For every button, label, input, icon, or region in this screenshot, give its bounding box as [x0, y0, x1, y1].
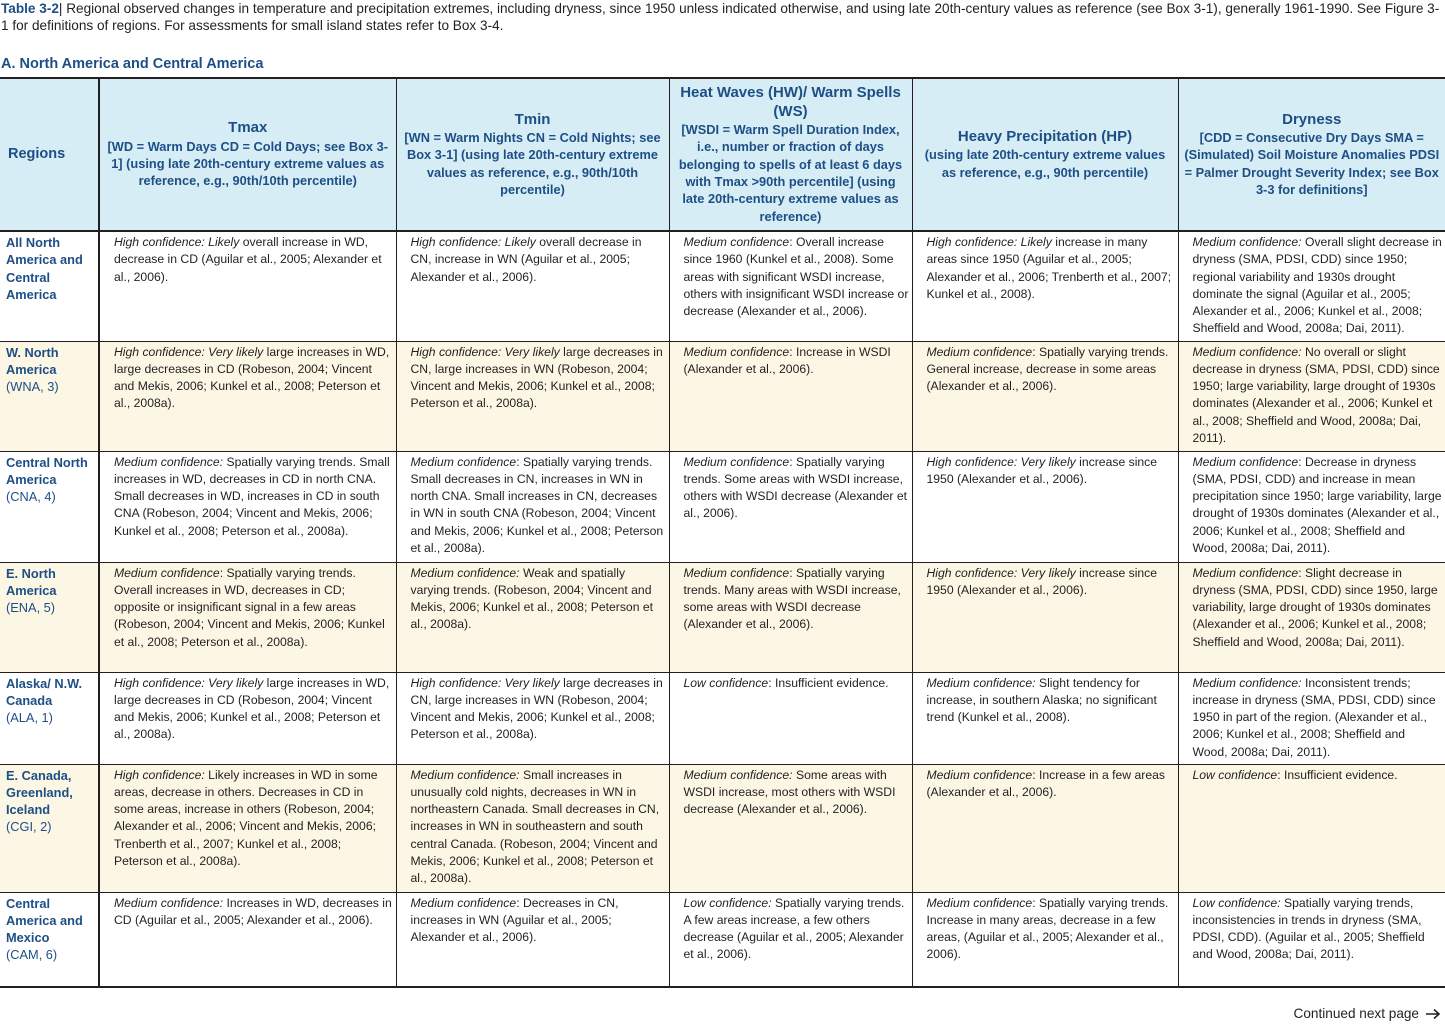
header-tmin-sub: [WN = Warm Nights CN = Cold Nights; see Box 3-1] (using late 20th-century extreme values as reference, e.g., 90th/10th percentile): [404, 130, 661, 198]
header-tmax-sub: [WD = Warm Days CD = Cold Days; see Box 3-1] (using late 20th-century extreme values as reference, e.g., 90th/10th percentile): [107, 138, 388, 189]
header-heavy-precip-title: Heavy Precipitation (HP): [957, 127, 1133, 145]
region-cell: Central North America (CNA, 4): [0, 451, 99, 562]
header-tmin-title: Tmin: [514, 110, 551, 128]
dryness-cell: Medium confidence: No overall or slight decrease in dryness (SMA, PDSI, CDD) since 1950; large variability, large drought of 1930s dominates (Alexander et al., 2006; Kunkel et al., 2008; Sheffield and Wood, 2008a; Dai, 2011).: [1178, 341, 1445, 451]
header-heatwaves-title: Heat Waves (HW)/ Warm Spells (WS): [680, 84, 901, 120]
caption-text: | Regional observed changes in temperature and precipitation extremes, including dryness, since 1950 unless indicated otherwise, and using late 20th-century values as reference (see Box 3-1), generally 1961-1990. See Figure 3-1 for definitions of regions. For assessments for small island states refer to Box 3-4.: [1, 1, 1440, 34]
dryness-cell: Medium confidence: Overall slight decrease in dryness (SMA, PDSI, CDD) since 1950; regional variability and 1930s drought dominate the signal (Aguilar et al., 2005; Alexander et al., 2006; Kunkel et al., 2008; Sheffield and Wood, 2008a; Dai, 2011).: [1178, 231, 1445, 341]
region-cell: E. North America (ENA, 5): [0, 562, 99, 672]
region-cell: W. North America (WNA, 3): [0, 341, 99, 451]
header-tmax-title: Tmax: [228, 119, 268, 137]
tmin-cell: High confidence: Likely overall decrease in CN, increase in WN (Aguilar et al., 2005; Alexander et al., 2006).: [396, 231, 669, 341]
dryness-cell: Low confidence: Insufficient evidence.: [1178, 764, 1445, 892]
header-row: [0, 78, 1445, 231]
tmax-cell: High confidence: Likely increases in WD in some areas, decrease in others. Decreases in CD in some areas, increase in others (Robeson, 2004; Alexander et al., 2006; Vincent and Mekis, 2006; Trenberth et al., 2007; Kunkel et al., 2008; Peterson et al., 2008a).: [99, 764, 396, 892]
tmax-cell: High confidence: Very likely large increases in WD, large decreases in CD (Robeson, 2004; Vincent and Mekis, 2006; Kunkel et al., 2008; Peterson et al., 2008a).: [99, 672, 396, 764]
heatwave-cell: Medium confidence: Increase in WSDI (Alexander et al., 2006).: [669, 341, 912, 451]
tmax-cell: Medium confidence: Spatially varying trends. Overall increases in WD, decreases in CD; opposite or insignificant signal in a few areas (Robeson, 2004; Vincent and Mekis, 2006; Kunkel et al., 2008; Peterson et al., 2008a).: [99, 562, 396, 672]
heatwave-cell: Low confidence: Insufficient evidence.: [669, 672, 912, 764]
continued-label: Continued next page: [1293, 1006, 1419, 1021]
extremes-table: [0, 77, 1445, 988]
heavy-precip-cell: High confidence: Likely increase in many areas since 1950 (Aguilar et al., 2005; Alexander et al., 2006; Trenberth et al., 2007; Kunkel et al., 2008).: [912, 231, 1178, 341]
region-cell: Alaska/ N.W. Canada (ALA, 1): [0, 672, 99, 764]
heavy-precip-cell: High confidence: Very likely increase since 1950 (Alexander et al., 2006).: [912, 451, 1178, 562]
dryness-cell: Medium confidence: Decrease in dryness (SMA, PDSI, CDD) and increase in mean precipitation since 1950; large variability, large drought of 1930s dominates (Alexander et al., 2006; Kunkel et al., 2008; Sheffield and Wood, 2008a; Dai, 2011).: [1178, 451, 1445, 562]
tmax-cell: Medium confidence: Increases in WD, decreases in CD (Aguilar et al., 2005; Alexander et al., 2006).: [99, 892, 396, 987]
heatwave-cell: Medium confidence: Spatially varying trends. Some areas with WSDI increase, others with WSDI decrease (Alexander et al., 2006).: [669, 451, 912, 562]
continued-next-page: [1294, 1006, 1441, 1021]
header-dryness-title: Dryness: [1282, 110, 1342, 128]
arrow-right-icon: [1425, 1008, 1441, 1020]
dryness-cell: Low confidence: Spatially varying trends, inconsistencies in trends in dryness (SMA, PDSI, CDD). (Aguilar et al., 2005; Sheffield and Wood, 2008a; Dai, 2011).: [1178, 892, 1445, 987]
header-tmin: [396, 78, 669, 231]
tmin-cell: High confidence: Very likely large decreases in CN, large increases in WN (Robeson, 2004; Vincent and Mekis, 2006; Kunkel et al., 2008; Peterson et al., 2008a).: [396, 672, 669, 764]
table-row: [0, 764, 1445, 892]
tmin-cell: High confidence: Very likely large decreases in CN, large increases in WN (Robeson, 2004; Vincent and Mekis, 2006; Kunkel et al., 2008; Peterson et al., 2008a).: [396, 341, 669, 451]
table-label: Table 3-2: [1, 1, 59, 16]
table-caption: [1, 0, 1441, 35]
header-dryness: [1178, 78, 1445, 231]
region-cell: Central America and Mexico (CAM, 6): [0, 892, 99, 987]
dryness-cell: Medium confidence: Inconsistent trends; increase in dryness (SMA, PDSI, CDD) since 1950 in part of the region. (Alexander et al., 2006; Kunkel et al., 2008; Sheffield and Wood, 2008a; Dai, 2011).: [1178, 672, 1445, 764]
section-title: A. North America and Central America: [1, 56, 264, 72]
tmax-cell: High confidence: Likely overall increase in WD, decrease in CD (Aguilar et al., 2005; Alexander et al., 2006).: [99, 231, 396, 341]
heavy-precip-cell: Medium confidence: Slight tendency for increase, in southern Alaska; no significant trend (Kunkel et al., 2008).: [912, 672, 1178, 764]
tmin-cell: Medium confidence: Decreases in CN, increases in WN (Aguilar et al., 2005; Alexander et al., 2006).: [396, 892, 669, 987]
tmax-cell: High confidence: Very likely large increases in WD, large decreases in CD (Robeson, 2004; Vincent and Mekis, 2006; Kunkel et al., 2008; Peterson et al., 2008a).: [99, 341, 396, 451]
dryness-cell: Medium confidence: Slight decrease in dryness (SMA, PDSI, CDD) since 1950, large variability, large drought of 1930s dominates (Alexander et al., 2006; Kunkel et al., 2008; Sheffield and Wood, 2008a; Dai, 2011).: [1178, 562, 1445, 672]
header-heatwaves-sub: [WSDI = Warm Spell Duration Index, i.e., number or fraction of days belonging to spells of at least 6 days with Tmax >90th percentile] (using late 20th-century extreme values as reference): [678, 122, 903, 224]
header-heatwaves: [669, 78, 912, 231]
heatwave-cell: Low confidence: Spatially varying trends. A few areas increase, a few others decrease (Aguilar et al., 2005; Alexander et al., 2006).: [669, 892, 912, 987]
heatwave-cell: Medium confidence: Overall increase since 1960 (Kunkel et al., 2008). Some areas with significant WSDI increase, others with insignificant WSDI increase or decrease (Alexander et al., 2006).: [669, 231, 912, 341]
table-row: [0, 451, 1445, 562]
header-heavy-precip-sub: (using late 20th-century extreme values as reference, e.g., 90th percentile): [924, 147, 1166, 180]
tmin-cell: Medium confidence: Small increases in unusually cold nights, decreases in WN in northeastern Canada. Small decreases in CN, increases in WN in southeastern and south central Canada. (Robeson, 2004; Vincent and Mekis, 2006; Kunkel et al., 2008; Peterson et al., 2008a).: [396, 764, 669, 892]
header-tmax: [99, 78, 396, 231]
table-row: [0, 672, 1445, 764]
heavy-precip-cell: Medium confidence: Spatially varying trends. General increase, decrease in some areas (Alexander et al., 2006).: [912, 341, 1178, 451]
tmin-cell: Medium confidence: Spatially varying trends. Small decreases in CN, increases in WN in north CNA. Small increases in CN, decreases in WN in south CNA (Robeson, 2004; Vincent and Mekis, 2006; Kunkel et al., 2008; Peterson et al., 2008a).: [396, 451, 669, 562]
header-regions: Regions: [0, 78, 99, 231]
tmax-cell: Medium confidence: Spatially varying trends. Small increases in WD, decreases in CD in north CNA. Small decreases in WD, increases in CD in south CNA (Robeson, 2004; Vincent and Mekis, 2006; Kunkel et al., 2008; Peterson et al., 2008a).: [99, 451, 396, 562]
heavy-precip-cell: Medium confidence: Spatially varying trends. Increase in many areas, decrease in a few areas, (Aguilar et al., 2005; Alexander et al., 2006).: [912, 892, 1178, 987]
heavy-precip-cell: High confidence: Very likely increase since 1950 (Alexander et al., 2006).: [912, 562, 1178, 672]
header-dryness-sub: [CDD = Consecutive Dry Days SMA = (Simulated) Soil Moisture Anomalies PDSI = Palmer Drought Severity Index; see Box 3-3 for definitions]: [1184, 130, 1440, 198]
table-row: [0, 892, 1445, 987]
region-cell: All North America and Central America: [0, 231, 99, 341]
table-row: [0, 562, 1445, 672]
heatwave-cell: Medium confidence: Spatially varying trends. Many areas with WSDI increase, some areas with WSDI decrease (Alexander et al., 2006).: [669, 562, 912, 672]
header-heavy-precip: [912, 78, 1178, 231]
heatwave-cell: Medium confidence: Some areas with WSDI increase, most others with WSDI decrease (Alexander et al., 2006).: [669, 764, 912, 892]
tmin-cell: Medium confidence: Weak and spatially varying trends. (Robeson, 2004; Vincent and Mekis, 2006; Kunkel et al., 2008; Peterson et al., 2008a).: [396, 562, 669, 672]
heavy-precip-cell: Medium confidence: Increase in a few areas (Alexander et al., 2006).: [912, 764, 1178, 892]
region-cell: E. Canada, Greenland, Iceland (CGI, 2): [0, 764, 99, 892]
table-row: [0, 341, 1445, 451]
table-row: [0, 231, 1445, 341]
